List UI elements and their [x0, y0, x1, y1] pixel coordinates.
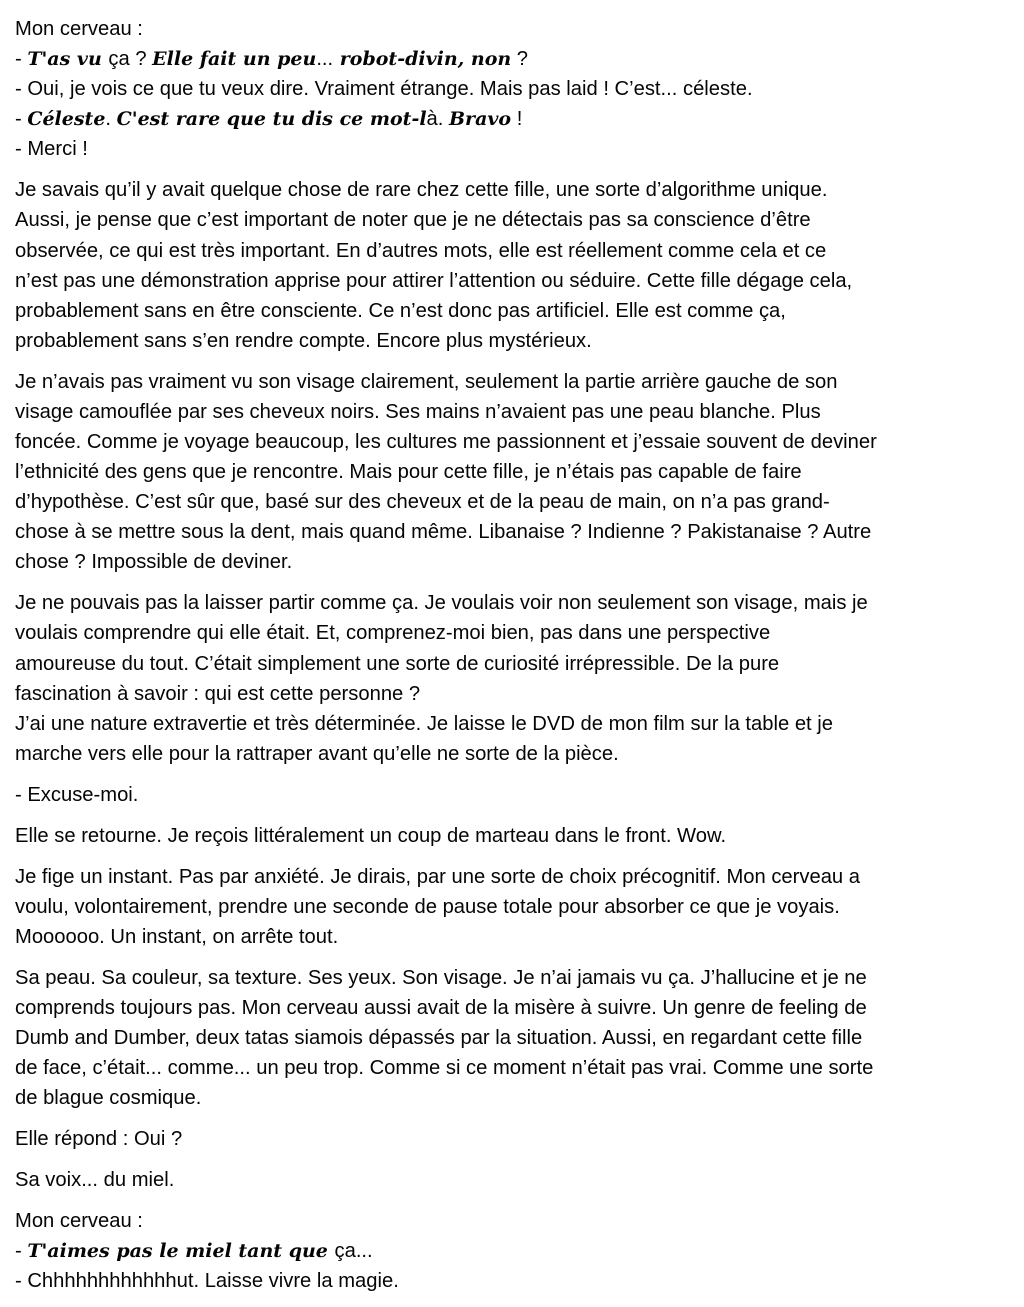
text-line: Je ne pouvais pas la laisser partir comme ça. Je voulais voir non seulement son visage, mais je [15, 592, 868, 615]
text-line: Moooooo. Un instant, on arrête tout. [15, 925, 339, 948]
dialogue-line-narrator: - Merci ! [15, 138, 88, 161]
text-line: voulais comprendre qui elle était. Et, comprenez-moi bien, pas dans une perspective [15, 622, 771, 645]
emphasis-text: robot-divin, non [333, 48, 512, 71]
punctuation: ... [355, 1240, 373, 1263]
text-line: de face, c’était... comme... un peu trop. Comme si ce moment n’était pas vrai. Comme une sorte [15, 1057, 874, 1080]
dialogue-line-brain [15, 44, 1005, 74]
text-line: Je n’avais pas vraiment vu son visage clairement, seulement la partie arrière gauche de son [15, 370, 838, 393]
paragraph-3 [15, 367, 1005, 578]
paragraph-5 [15, 780, 1005, 810]
punctuation: ? [129, 48, 153, 71]
text-line: probablement sans en être consciente. Ce n’est donc pas artificiel. Elle est comme ça, [15, 299, 786, 322]
emphasis-text: T'as vu [27, 48, 109, 71]
text-line: de blague cosmique. [15, 1087, 202, 1110]
emphasis-text: C'est rare que tu dis ce mot-l [116, 108, 427, 131]
text-line: chose ? Impossible de deviner. [15, 551, 293, 574]
dash: - [15, 108, 28, 131]
dialogue-line-narrator: - Chhhhhhhhhhhhut. Laisse vivre la magie. [15, 1270, 399, 1293]
dialogue-line-brain [15, 104, 1005, 134]
dialogue-block-2 [15, 1206, 1005, 1296]
text-line: probablement sans s’en rendre compte. Encore plus mystérieux. [15, 329, 592, 352]
text-line: Elle se retourne. Je reçois littéralement un coup de marteau dans le front. Wow. [15, 824, 727, 847]
text-line: l’ethnicité des gens que je rencontre. Mais pour cette fille, je n’étais pas capable de faire [15, 461, 802, 484]
punctuation: . [437, 108, 449, 131]
dash: - [15, 48, 28, 71]
punctuation: . [105, 108, 117, 131]
text-line: Aussi, je pense que c’est important de noter que je ne détectais pas sa conscience d’être [15, 209, 811, 232]
text-line: foncée. Comme je voyage beaucoup, les cultures me passionnent et j’essaie souvent de deviner [15, 431, 877, 453]
emphasis-text: Céleste [27, 108, 106, 131]
text-line: visage camouflée par ses cheveux noirs. Ses mains n’avaient pas une peau blanche. Plus [15, 400, 821, 423]
text-line: d’hypothèse. C’est sûr que, basé sur des cheveux et de la peau de main, on n’a pas grand- [15, 491, 830, 514]
punctuation: ! [511, 108, 523, 131]
paragraph-2 [15, 175, 1005, 356]
text-line: n’est pas une démonstration apprise pour attirer l’attention ou séduire. Cette fille dégage cela, [15, 269, 853, 292]
paragraph-8 [15, 963, 1005, 1113]
text-line: Je savais qu’il y avait quelque chose de rare chez cette fille, une sorte d’algorithme unique. [15, 179, 828, 202]
post-body [15, 14, 1005, 1307]
dialogue-line: - Excuse-moi. [15, 783, 139, 806]
paragraph-10 [15, 1165, 1005, 1195]
text-line: chose à se mettre sous la dent, mais quand même. Libanaise ? Indienne ? Pakistanaise ? Autre [15, 521, 872, 544]
text-line: Dumb and Dumber, deux tatas siamois dépassés par la situation. Aussi, en regardant cette fille [15, 1027, 863, 1050]
text-line: Sa voix... du miel. [15, 1169, 175, 1192]
text-line: marche vers elle pour la rattraper avant qu’elle ne sorte de la pièce. [15, 742, 619, 765]
text-line: voulu, volontairement, prendre une seconde de pause totale pour absorber ce que je voyais. [15, 895, 840, 918]
text-line: J’ai une nature extravertie et très déterminée. Je laisse le DVD de mon film sur la table et je [15, 712, 833, 735]
plain-text: ça [108, 48, 130, 71]
text-line: Elle répond : Oui ? [15, 1128, 183, 1151]
dialogue-line-narrator: - Oui, je vois ce que tu veux dire. Vraiment étrange. Mais pas laid ! C’est... céleste. [15, 78, 753, 101]
paragraph-7 [15, 862, 1005, 952]
punctuation: ? [511, 48, 529, 71]
emphasis-text: Bravo [449, 108, 512, 131]
text-line: amoureuse du tout. C’était simplement une sorte de curiosité irrépressible. De la pure [15, 652, 780, 675]
dash: - [15, 1240, 28, 1263]
paragraph-9 [15, 1124, 1005, 1154]
text-line: comprends toujours pas. Mon cerveau aussi avait de la misère à suivre. Un genre de feeling de [15, 997, 867, 1020]
punctuation: ... [316, 48, 334, 71]
emphasis-text: T'aimes pas le miel tant que [27, 1240, 335, 1263]
dialogue-speaker: Mon cerveau : [15, 18, 143, 40]
emphasis-text: Elle fait un peu [152, 48, 317, 71]
text-line: fascination à savoir : qui est cette personne ? [15, 682, 421, 705]
text-line: Sa peau. Sa couleur, sa texture. Ses yeux. Son visage. Je n’ai jamais vu ça. J’hallucine et je ne [15, 966, 867, 989]
plain-text: ça [334, 1240, 356, 1263]
paragraph-4 [15, 588, 1005, 769]
plain-text: à [426, 108, 438, 131]
paragraph-6 [15, 821, 1005, 851]
dialogue-block-1 [15, 14, 1005, 164]
dialogue-line-brain [15, 1236, 1005, 1266]
text-line: Je fige un instant. Pas par anxiété. Je dirais, par une sorte de choix précognitif. Mon cerveau a [15, 865, 860, 888]
text-line: observée, ce qui est très important. En d’autres mots, elle est réellement comme cela et ce [15, 239, 827, 262]
dialogue-speaker: Mon cerveau : [15, 1210, 143, 1233]
